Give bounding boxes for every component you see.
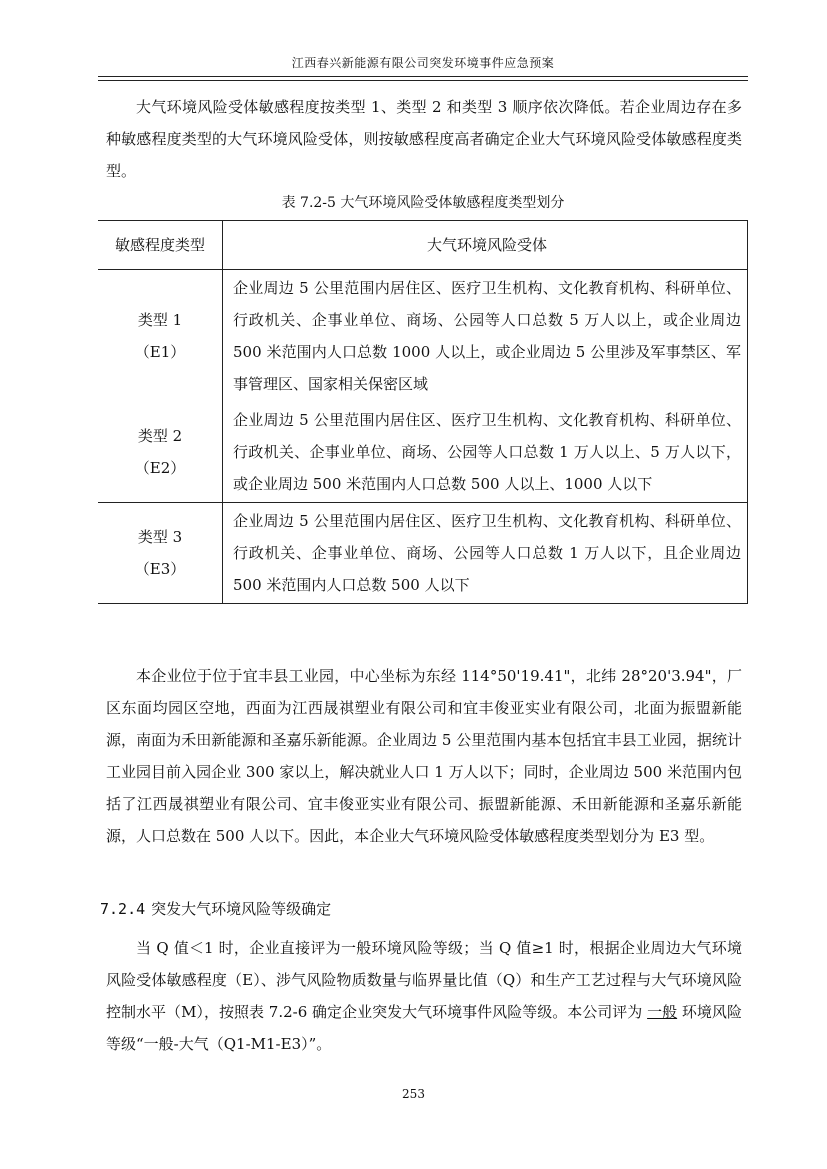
paragraph-company-location: 本企业位于位于宜丰县工业园，中心坐标为东经 114°50'19.41"，北纬 28°20'3.94"，厂区东面均园区空地，西面为江西晟祺塑业有限公司和宜丰俊亚实业有限公司，北面为振盟新能源，南面为禾田新能源和圣嘉乐新能源。企业周边 5 公里范围内基本包括宜丰县工业园，据统计工业园目前入园企业 300 家以上，解决就业人口 1 万人以下；同时，企业周边 500 米范围内包括了江西晟祺塑业有限公司、宜丰俊亚实业有限公司、振盟新能源、禾田新能源和圣嘉乐新能源，人口总数在 500 人以下。因此，本企业大气环境风险受体敏感程度类型划分为 E3 型。: [106, 667, 742, 845]
section-title: 突发大气环境风险等级确定: [151, 900, 332, 918]
receptor-desc: 企业周边 5 公里范围内居住区、医疗卫生机构、文化教育机构、科研单位、行政机关、企事业单位、商场、公园等人口总数 1 万人以上、5 万人以下，或企业周边 500 米范围内人口总数 500 人以上、1000 人以下: [223, 402, 748, 503]
paragraph-sensitivity-order: 大气环境风险受体敏感程度按类型 1、类型 2 和类型 3 顺序依次降低。若企业周边存在多种敏感程度类型的大气环境风险受体，则按敏感程度高者确定企业大气环境风险受体敏感程度类型。: [106, 98, 742, 180]
type-code: （E1）: [134, 343, 186, 361]
table-row: [98, 270, 748, 403]
header-rule-thin: [98, 80, 748, 81]
type-name: 类型 3: [137, 528, 183, 546]
section-heading: [100, 898, 331, 919]
header-receptor: 大气环境风险受体: [223, 221, 748, 270]
table-header-row: [98, 221, 748, 270]
page-header: 江西春兴新能源有限公司突发环境事件应急预案: [291, 56, 555, 70]
section-number: 7.2.4: [100, 900, 146, 918]
table-row: [98, 503, 748, 604]
type-cell: [98, 402, 223, 503]
receptor-desc: 企业周边 5 公里范围内居住区、医疗卫生机构、文化教育机构、科研单位、行政机关、企事业单位、商场、公园等人口总数 5 万人以上，或企业周边 500 米范围内人口总数 1000 人以上，或企业周边 5 公里涉及军事禁区、军事管理区、国家相关保密区域: [223, 270, 748, 403]
page-number: 253: [402, 1087, 425, 1101]
table-row: [98, 402, 748, 503]
risk-level-tail: 环境风险等级“一般-大气（Q1-M1-E3）”。: [106, 1003, 742, 1053]
sensitivity-table: [98, 220, 748, 604]
table-caption: 表 7.2-5 大气环境风险受体敏感程度类型划分: [281, 195, 565, 211]
paragraph-risk-level: [106, 932, 742, 1060]
receptor-desc: 企业周边 5 公里范围内居住区、医疗卫生机构、文化教育机构、科研单位、行政机关、企事业单位、商场、公园等人口总数 1 万人以下，且企业周边 500 米范围内人口总数 500 人以下: [223, 503, 748, 604]
type-code: （E3）: [134, 560, 186, 578]
risk-level-value: 一般: [647, 1003, 678, 1021]
risk-level-text: 当 Q 值＜1 时，企业直接评为一般环境风险等级；当 Q 值≥1 时，根据企业周边大气环境风险受体敏感程度（E）、涉气风险物质数量与临界量比值（Q）和生产工艺过程与大气环境风险控制水平（M），按照表 7.2-6 确定企业突发大气环境事件风险等级。本公司评为: [106, 939, 742, 1021]
type-cell: [98, 503, 223, 604]
type-cell: [98, 270, 223, 403]
type-name: 类型 1: [137, 311, 183, 329]
header-type: 敏感程度类型: [98, 221, 223, 270]
type-code: （E2）: [134, 459, 186, 477]
type-name: 类型 2: [137, 427, 183, 445]
header-rule: [98, 76, 748, 77]
